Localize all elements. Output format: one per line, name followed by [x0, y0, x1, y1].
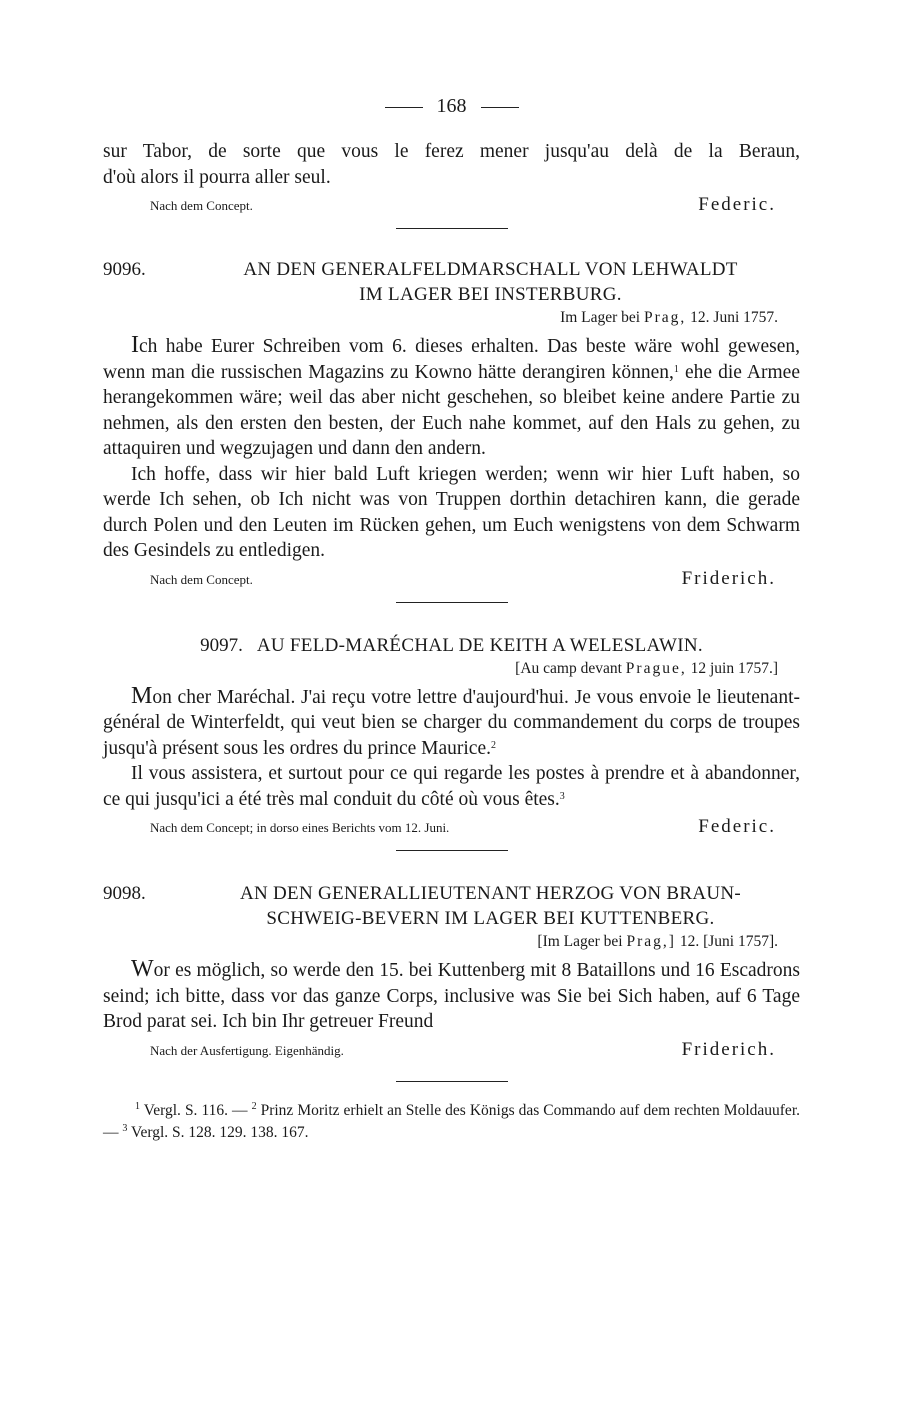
intro-line-1: sur Tabor, de sorte que vous le ferez mener jusqu'au delà de la Beraun, — [103, 141, 800, 162]
source-note: Nach dem Concept; in dorso eines Berichts vom 12. Juni. — [150, 820, 450, 835]
letter-title — [181, 257, 800, 307]
footnote-ref: 1 — [673, 363, 679, 375]
closing-row — [103, 1039, 800, 1061]
signature: Federic. — [698, 816, 776, 837]
page-number-text: 168 — [436, 95, 467, 117]
intro-line-2: d'où alors il pourra aller seul. — [103, 166, 331, 188]
signature: Federic. — [698, 194, 776, 215]
source-note: Nach dem Concept. — [150, 198, 253, 213]
footnote-2: Prinz Moritz erhielt an Stelle des Königs das Commando auf dem rechten Moldauufer. — — [103, 1101, 800, 1141]
dateline-prefix: [Au camp devant — [515, 659, 622, 677]
dateline-prefix: Im Lager bei — [560, 309, 641, 326]
paragraph-text: or es möglich, so werde den 15. bei Kuttenberg mit 8 Bataillons und 16 Escadrons seind; ich bitte, dass vor das ganze Corps, inclusive was Sie bei Sich haben, auf 6 Tage Brod parat sei. Ich bin Ihr getreuer Freund — [103, 960, 800, 1032]
paragraph-text: ch habe Eurer Schreiben vom 6. dieses erhalten. Das beste wäre wohl gewesen, wenn man die russischen Magazins zu Kowno hätte derangiren können, — [103, 336, 800, 383]
dateline-prefix: [Im Lager bei — [537, 933, 623, 950]
footnote-ref: 2 — [491, 739, 496, 751]
footnote-ref: 3 — [559, 790, 565, 802]
section-divider — [396, 228, 508, 229]
letter-title-line-2: SCHWEIG-BEVERN IM LAGER BEI KUTTENBERG. — [266, 908, 715, 929]
footnote-mark: 3 — [122, 1122, 128, 1134]
letter-paragraph — [103, 333, 800, 462]
page-number-dash-left — [385, 107, 423, 108]
page-number — [103, 95, 800, 139]
letter-number: 9098. — [103, 883, 146, 904]
document-page — [103, 95, 800, 1144]
signature: Friderich. — [681, 567, 776, 589]
letter-number: 9096. — [103, 259, 146, 280]
dateline — [103, 309, 800, 327]
dateline-date: 12 juin 1757.] — [690, 659, 778, 677]
dateline-place: Prague, — [625, 659, 687, 677]
initial-letter: M — [131, 682, 153, 709]
footnote-mark: 1 — [135, 1100, 140, 1112]
initial-letter: I — [131, 332, 139, 358]
footnote-mark: 2 — [251, 1100, 257, 1112]
paragraph-text-continued: ehe die Armee herangekommen wäre; weil das aber nicht geschehen, so bleibet keine andere Partie zu nehmen, als den ersten den besten, der Euch nahe kommet, auf den Hals zu gehen, zu attaquiren und wegzujagen und dann den andern. — [103, 361, 800, 459]
section-divider — [396, 602, 508, 603]
dateline-place: Prag, — [643, 309, 687, 326]
dateline — [103, 933, 800, 951]
letter-title-line-2: IM LAGER BEI INSTERBURG. — [359, 284, 622, 305]
letter-number: 9097. — [200, 634, 243, 656]
paragraph-text: Il vous assistera, et surtout pour ce qui regarde les postes à prendre et à abandonner, ce qui jusqu'ici a été très mal conduit du côté où vous êtes. — [103, 763, 800, 810]
letter-heading-9097 — [103, 633, 800, 658]
letter-paragraph: Ich hoffe, dass wir hier bald Luft kriegen werden; wenn wir hier Luft haben, so werde Ich sehen, ob Ich nicht was von Truppen dorthin detachiren kann, die gerade durch Polen und den Leuten im Rücken gehen, um Euch wenigstens von dem Schwarm des Gesindels zu entledigen. — [103, 463, 800, 561]
footnote-1: Vergl. S. 116. — — [143, 1101, 248, 1119]
source-note: Nach dem Concept. — [150, 571, 253, 587]
letter-heading-9098 — [103, 881, 800, 931]
footnotes — [103, 1100, 800, 1144]
section-divider — [396, 850, 508, 851]
page-number-dash-right — [481, 107, 519, 108]
paragraph-text: on cher Maréchal. J'ai reçu votre lettre d'aujourd'hui. Je vous envoie le lieutenant-général de Winterfeldt, qui veut bien se charger du commandement du corps de troupes jusqu'à présent sous les ordres du prince Maurice. — [103, 686, 800, 759]
letter-title — [181, 881, 800, 931]
dateline-date: 12. [Juni 1757]. — [679, 933, 778, 950]
initial-letter: W — [131, 956, 154, 982]
signature: Friderich. — [681, 1038, 776, 1060]
source-note: Nach der Ausfertigung. Eigenhändig. — [150, 1042, 344, 1058]
closing-row-previous — [103, 194, 800, 216]
letter-title-line-1: AN DEN GENERALFELDMARSCHALL VON LEHWALDT — [243, 259, 738, 280]
letter-paragraph — [103, 684, 800, 762]
letter-title: AU FELD-MARÉCHAL DE KEITH A WELESLAWIN. — [256, 634, 703, 656]
letter-heading-9096 — [103, 257, 800, 307]
dateline-date: 12. Juni 1757. — [690, 309, 778, 326]
dateline — [103, 660, 800, 678]
closing-row — [103, 568, 800, 590]
dateline-place: Prag,] — [626, 933, 676, 950]
footnote-3: Vergl. S. 128. 129. 138. 167. — [130, 1123, 309, 1141]
closing-row — [103, 816, 800, 838]
letter-paragraph — [103, 761, 800, 812]
letter-paragraph — [103, 957, 800, 1035]
letter-title-line-1: AN DEN GENERALLIEUTENANT HERZOG VON BRAUN- — [239, 883, 742, 904]
